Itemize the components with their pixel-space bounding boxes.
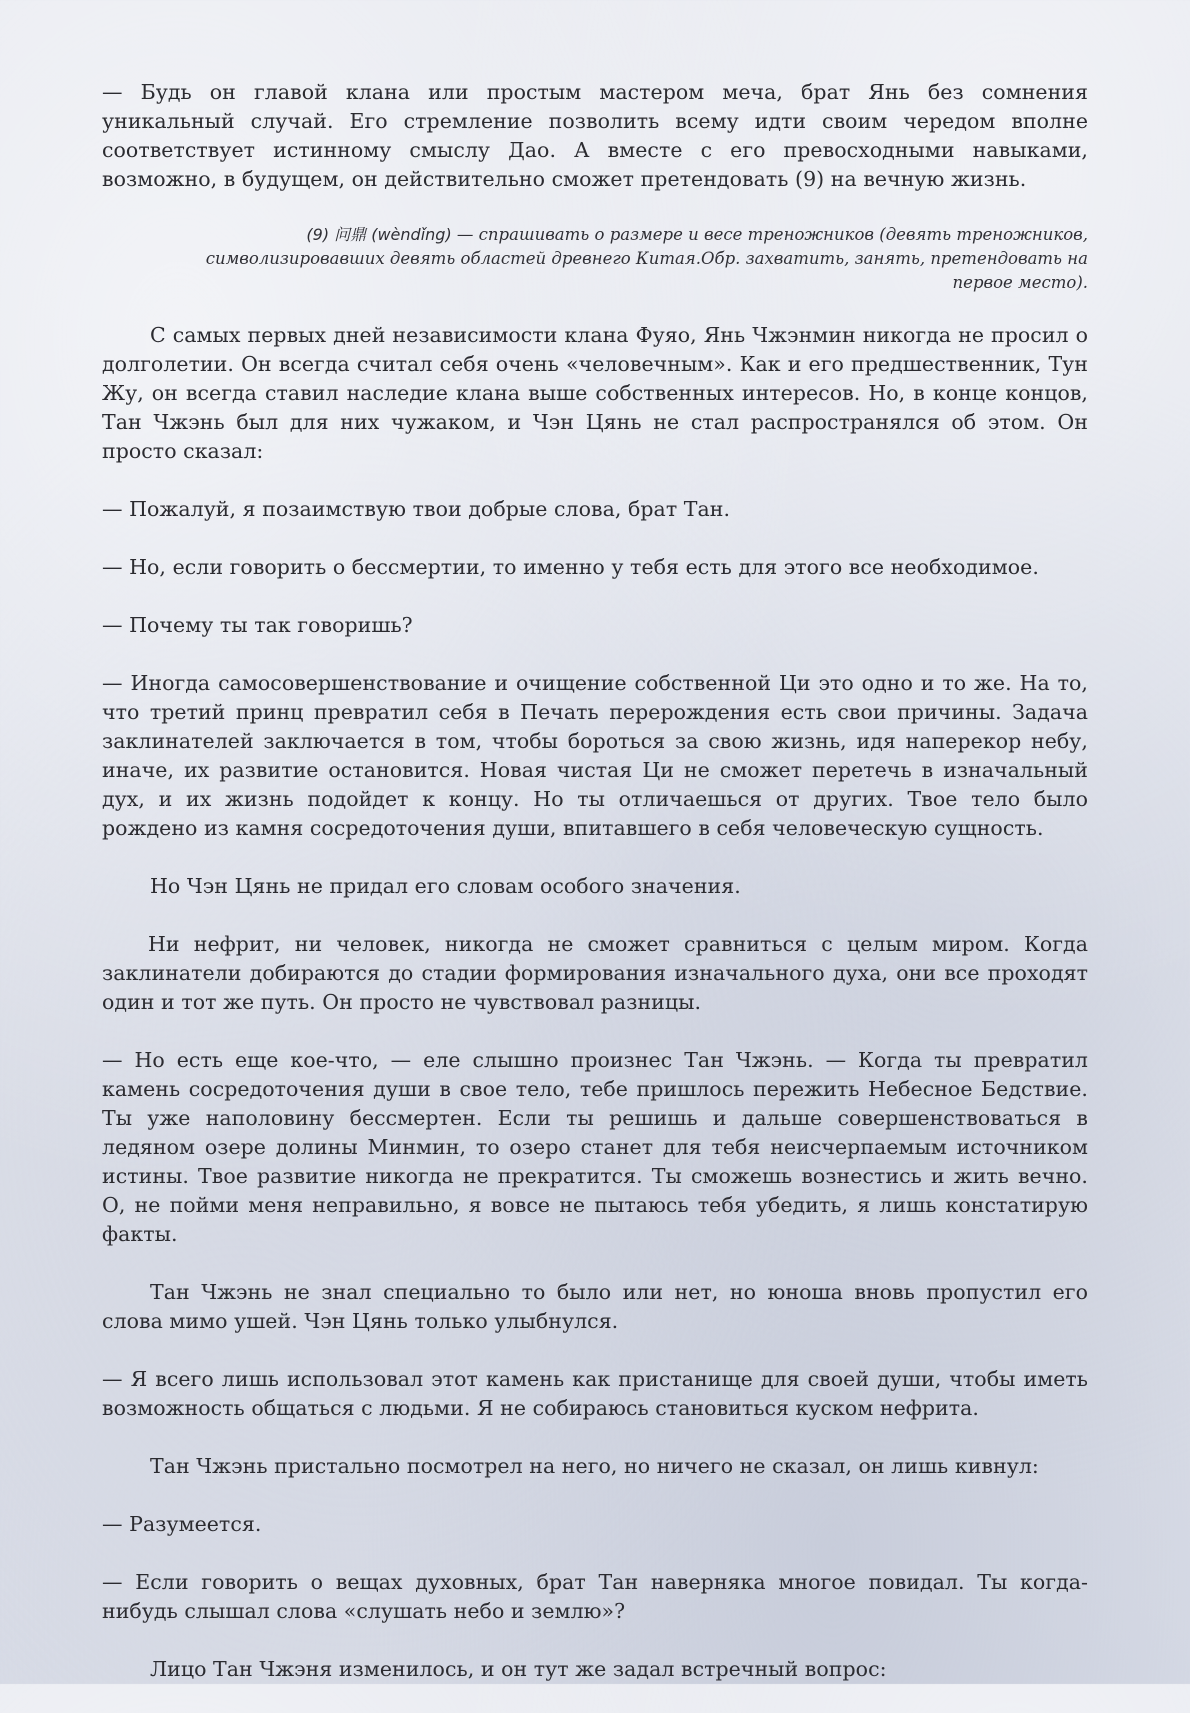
paragraph: — Если говорить о вещах духовных, брат Тан наверняка многое повидал. Ты когда-нибудь слышал слова «слушать небо и землю»? <box>102 1570 1088 1623</box>
paragraph: — Разумеется. <box>102 1512 262 1536</box>
paragraph: Тан Чжэнь пристально посмотрел на него, но ничего не сказал, он лишь кивнул: <box>150 1454 1039 1478</box>
paragraph: С самых первых дней независимости клана Фуяо, Янь Чжэнмин никогда не просил о долголетии. Он всегда считал себя очень «человечным». Как и его предшественник, Тун Жу, он всегда ставил наследие клана выше собственных интересов. Но, в конце концов, Тан Чжэнь был для них чужаком, и Чэн Цянь не стал распространялся об этом. Он просто сказал: <box>102 323 1088 463</box>
paragraph: — Иногда самосовершенствование и очищение собственной Ци это одно и то же. На то, что третий принц превратил себя в Печать перерождения есть свои причины. Задача заклинателей заключается в том, чтобы бороться за свою жизнь, идя наперекор небу, иначе, их развитие остановится. Новая чистая Ци не сможет перетечь в изначальный дух, и их жизнь подойдет к концу. Но ты отличаешься от других. Твое тело было рождено из камня сосредоточения души, впитавшего в себя человеческую сущность. <box>102 671 1088 840</box>
paragraph: Но Чэн Цянь не придал его словам особого значения. <box>150 874 741 898</box>
paragraph: — Я всего лишь использовал этот камень как пристанище для своей души, чтобы иметь возможность общаться с людьми. Я не собираюсь становиться куском нефрита. <box>102 1367 1088 1420</box>
paragraph: Ни нефрит, ни человек, никогда не сможет сравниться с целым миром. Когда заклинатели добираются до стадии формирования изначального духа, они все проходят один и тот же путь. Он просто не чувствовал разницы. <box>102 932 1088 1014</box>
paragraph: Тан Чжэнь не знал специально то было или нет, но юноша вновь пропустил его слова мимо ушей. Чэн Цянь только улыбнулся. <box>102 1280 1088 1333</box>
paragraph: — Но есть еще кое-что, — еле слышно произнес Тан Чжэнь. — Когда ты превратил камень сосредоточения души в свое тело, тебе пришлось пережить Небесное Бедствие. Ты уже наполовину бессмертен. Если ты решишь и дальше совершенствоваться в ледяном озере долины Минмин, то озеро станет для тебя неисчерпаемым источником истины. Твое развитие никогда не прекратится. Ты сможешь вознестись и жить вечно. О, не пойми меня неправильно, я вовсе не пытаюсь тебя убедить, я лишь констатирую факты. <box>102 1048 1088 1246</box>
footnote-text: — спрашивать о размере и весе треножников (девять треножников, символизировавших девять областей древнего Китая.Обр. захватить, занять, претендовать на первое место). <box>205 225 1088 292</box>
footnote-reference: (9) 问鼎 (wèndǐng) <box>306 225 452 244</box>
footnote <box>102 223 1088 295</box>
paragraph: — Почему ты так говоришь? <box>102 613 413 637</box>
paragraph: — Пожалуй, я позаимствую твои добрые слова, брат Тан. <box>102 497 731 521</box>
paragraph: — Но, если говорить о бессмертии, то именно у тебя есть для этого все необходимое. <box>102 555 1039 579</box>
document-page <box>102 78 1088 1713</box>
paragraph: — Будь он главой клана или простым мастером меча, брат Янь без сомнения уникальный случай. Его стремление позволить всему идти своим чередом вполне соответствует истинному смыслу Дао. А вместе с его превосходными навыками, возможно, в будущем, он действительно сможет претендовать (9) на вечную жизнь. <box>102 80 1088 191</box>
paragraph: Лицо Тан Чжэня изменилось, и он тут же задал встречный вопрос: <box>150 1657 887 1681</box>
